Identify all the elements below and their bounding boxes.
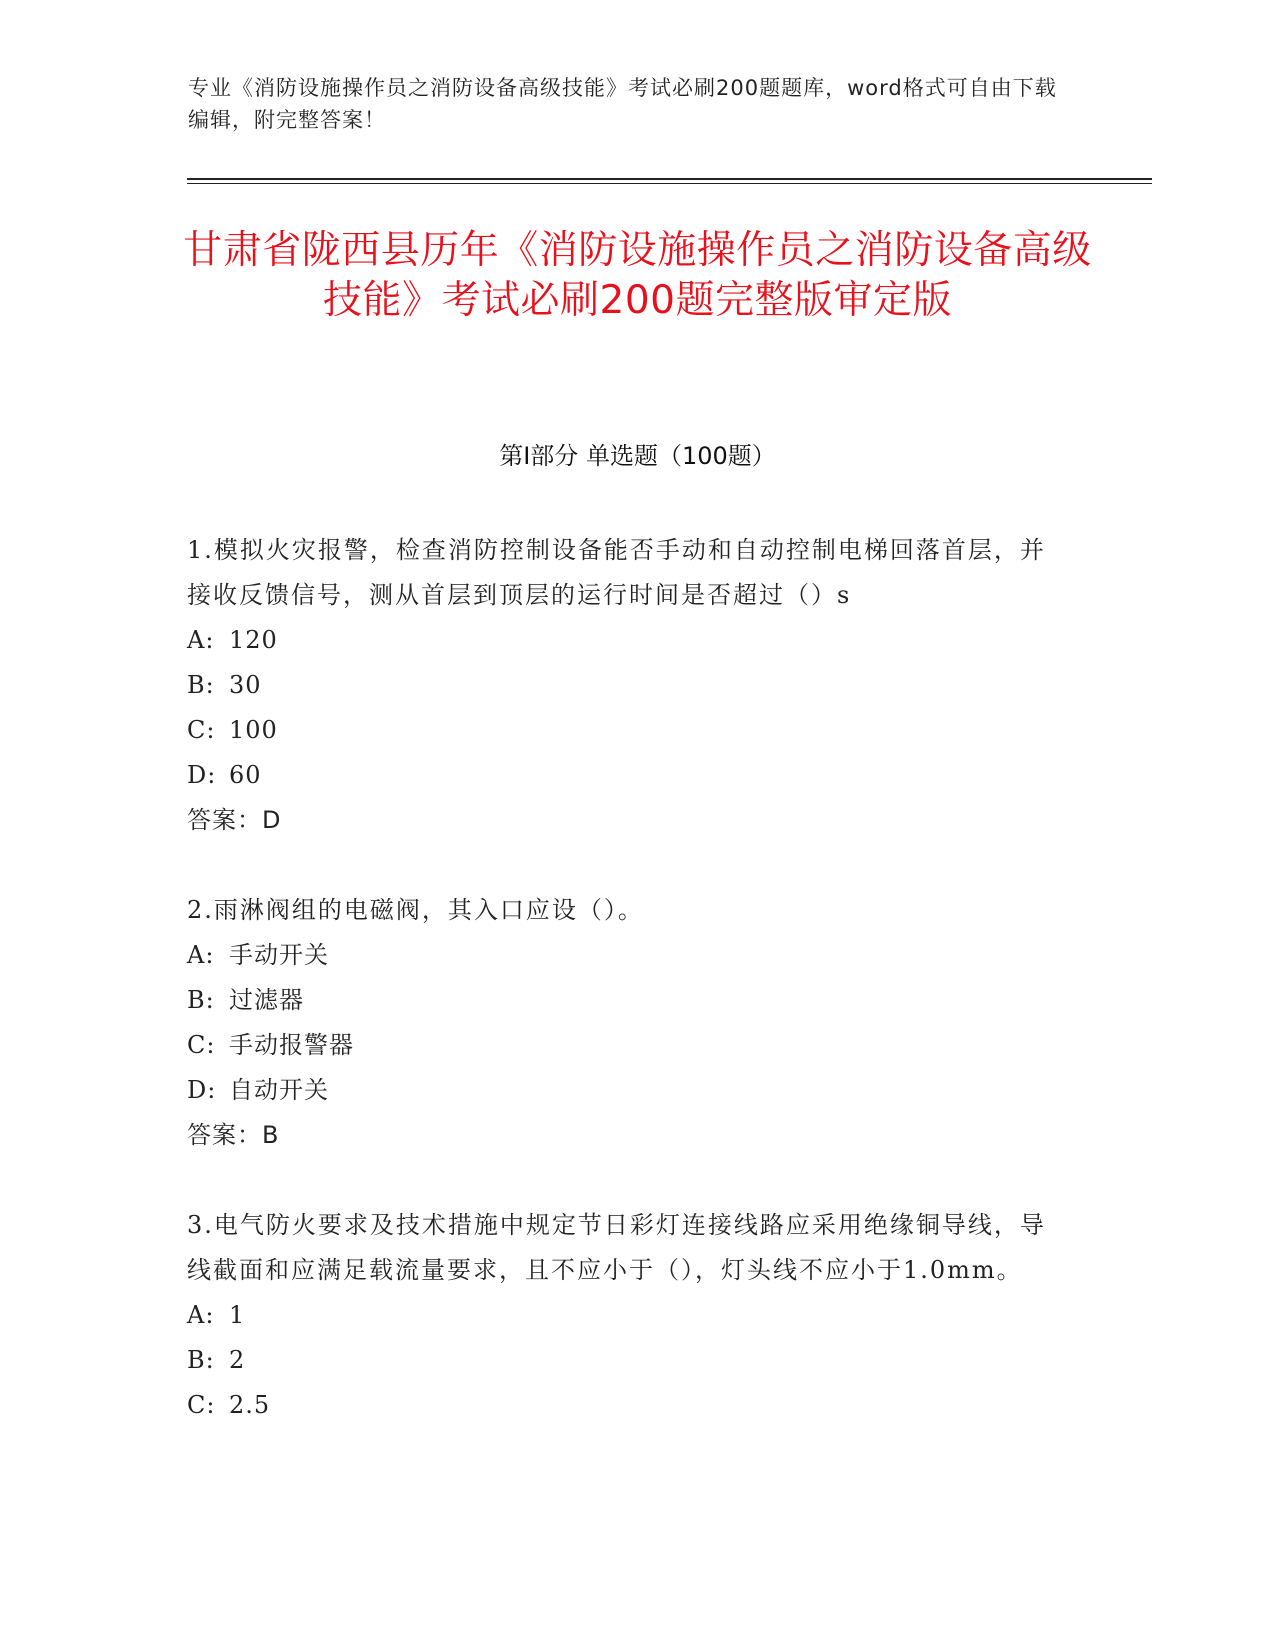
question-spacer [187,1158,1067,1203]
question-text: 3.电气防火要求及技术措施中规定节日彩灯连接线路应采用绝缘铜导线，导线截面和应满足载流量要求，且不应小于（），灯头线不应小于1.0mm。 [187,1211,1046,1284]
question-list [187,528,1067,1428]
option-a [187,618,1067,663]
option-b [187,978,1067,1023]
question-text: 2.雨淋阀组的电磁阀，其入口应设（）。 [187,896,644,924]
option-key: B: [187,1346,215,1374]
option-key: B: [187,986,215,1014]
option-key: D: [187,761,217,789]
option-value: 2 [229,1346,246,1374]
option-key: A: [187,626,215,654]
option-value: 自动开关 [229,1076,329,1104]
option-c [187,708,1067,753]
option-value: 过滤器 [229,986,304,1014]
header-divider-thin [187,183,1152,184]
option-value: 120 [229,626,278,654]
option-c [187,1383,1067,1428]
option-key: B: [187,671,215,699]
option-b [187,1338,1067,1383]
option-value: 1 [229,1301,246,1329]
option-key: C: [187,1391,216,1419]
option-c [187,1023,1067,1068]
answer-line: 答案：D [187,806,282,834]
option-key: C: [187,1031,216,1059]
option-key: A: [187,1301,215,1329]
question-3 [187,1203,1067,1428]
option-value: 手动开关 [229,941,329,969]
answer-line: 答案：B [187,1121,280,1149]
option-d [187,1068,1067,1113]
document-title: 甘肃省陇西县历年《消防设施操作员之消防设备高级技能》考试必刷200题完整版审定版 [183,228,1092,323]
option-a [187,933,1067,978]
option-value: 手动报警器 [229,1031,354,1059]
question-2 [187,888,1067,1158]
option-value: 60 [229,761,262,789]
option-value: 30 [229,671,262,699]
option-key: C: [187,716,216,744]
question-spacer [187,843,1067,888]
question-1 [187,528,1067,843]
header-divider-thick [187,178,1152,180]
option-b [187,663,1067,708]
option-key: A: [187,941,215,969]
option-a [187,1293,1067,1338]
option-value: 100 [229,716,278,744]
option-d [187,753,1067,798]
header-note: 专业《消防设施操作员之消防设备高级技能》考试必刷200题题库，word格式可自由下载编辑，附完整答案！ [188,76,1057,132]
option-key: D: [187,1076,217,1104]
section-heading: 第Ⅰ部分 单选题（100题） [499,442,776,470]
option-value: 2.5 [229,1391,271,1419]
question-text: 1.模拟火灾报警，检查消防控制设备能否手动和自动控制电梯回落首层，并接收反馈信号，测从首层到顶层的运行时间是否超过（）s [187,536,1046,609]
